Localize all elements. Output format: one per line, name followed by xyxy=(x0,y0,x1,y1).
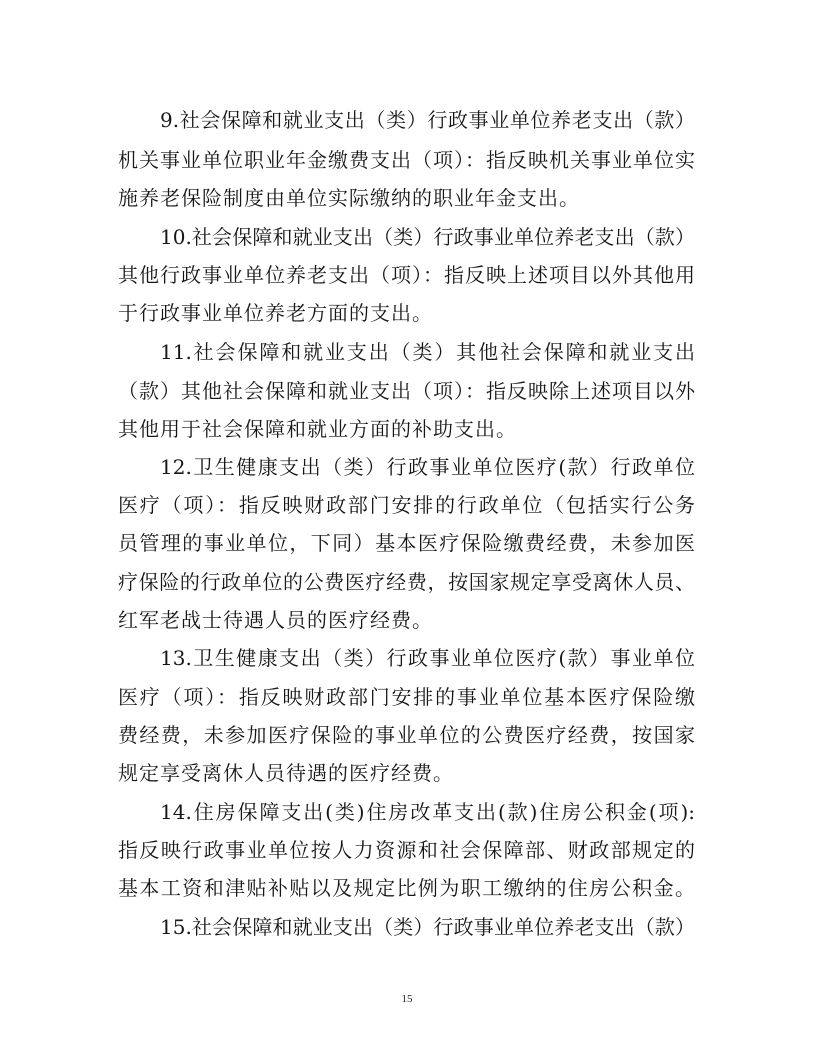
paragraph-10-line-3: 于行政事业单位养老方面的支出。 xyxy=(118,301,433,325)
paragraph-12-line-3: 员管理的事业单位，下同）基本医疗保险缴费经费，未参加医 xyxy=(118,531,695,555)
paragraph-12-line-1: 12.卫生健康支出（类）行政事业单位医疗(款）行政单位 xyxy=(160,455,695,479)
paragraph-9-line-3: 施养老保险制度由单位实际缴纳的职业年金支出。 xyxy=(118,186,580,210)
paragraph-11-line-3: 其他用于社会保障和就业方面的补助支出。 xyxy=(118,417,517,441)
paragraph-13-line-3: 费经费，未参加医疗保险的事业单位的公费医疗经费，按国家 xyxy=(118,723,695,747)
paragraph-15-line-1: 15.社会保障和就业支出（类）行政事业单位养老支出（款） xyxy=(160,915,695,939)
paragraph-11-line-1: 11.社会保障和就业支出（类）其他社会保障和就业支出 xyxy=(160,340,695,364)
paragraph-14-line-3: 基本工资和津贴补贴以及规定比例为职工缴纳的住房公积金。 xyxy=(118,876,695,900)
paragraph-10-line-1: 10.社会保障和就业支出（类）行政事业单位养老支出（款） xyxy=(160,225,695,249)
paragraph-11-line-2: （款）其他社会保障和就业支出（项）：指反映除上述项目以外 xyxy=(118,379,695,403)
paragraph-14-line-1: 14.住房保障支出(类)住房改革支出(款)住房公积金(项): xyxy=(160,800,695,824)
paragraph-12-line-4: 疗保险的行政单位的公费医疗经费，按国家规定享受离休人员、 xyxy=(118,570,695,594)
paragraph-10-line-2: 其他行政事业单位养老支出（项）：指反映上述项目以外其他用 xyxy=(118,263,695,287)
paragraph-9-line-1: 9.社会保障和就业支出（类）行政事业单位养老支出（款） xyxy=(160,108,695,132)
paragraph-13-line-4: 规定享受离休人员待遇的医疗经费。 xyxy=(118,761,454,785)
page-number: 15 xyxy=(401,993,413,1005)
paragraph-9-line-2: 机关事业单位职业年金缴费支出（项）：指反映机关事业单位实 xyxy=(118,148,695,172)
paragraph-13-line-2: 医疗（项）：指反映财政部门安排的事业单位基本医疗保险缴 xyxy=(118,685,695,709)
paragraph-12-line-5: 红军老战士待遇人员的医疗经费。 xyxy=(118,608,433,632)
paragraph-13-line-1: 13.卫生健康支出（类）行政事业单位医疗(款）事业单位 xyxy=(160,646,695,670)
paragraph-12-line-2: 医疗（项）：指反映财政部门安排的行政单位（包括实行公务 xyxy=(118,493,695,517)
paragraph-14-line-2: 指反映行政事业单位按人力资源和社会保障部、财政部规定的 xyxy=(118,838,695,862)
